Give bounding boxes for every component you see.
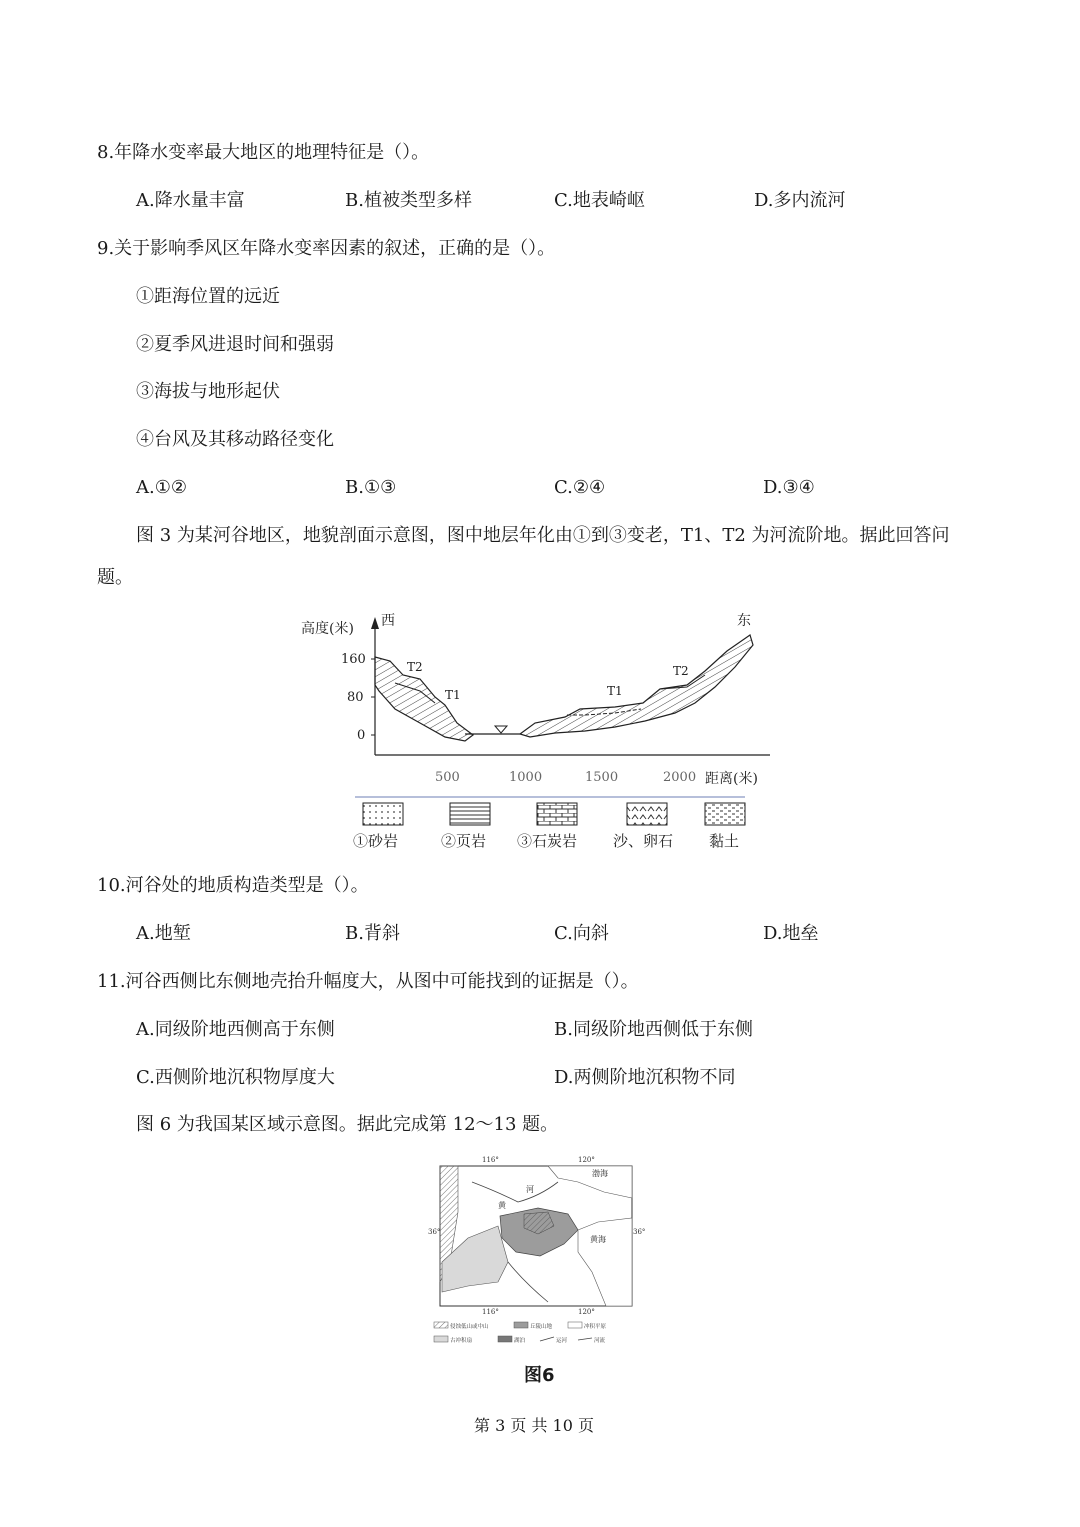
q10-stem: 10.河谷处的地质构造类型是（）。 bbox=[97, 875, 369, 896]
q10-option-d: D.地垒 bbox=[763, 923, 819, 944]
q10-option-b: B.背斜 bbox=[345, 923, 400, 944]
legend-shale-swatch bbox=[450, 803, 490, 825]
map-lon-120-top: 120° bbox=[578, 1156, 595, 1164]
y-tick-80: 80 bbox=[347, 690, 364, 705]
legend-gravel-label: 沙、卵石 bbox=[613, 832, 674, 850]
map-label-he: 河 bbox=[526, 1185, 534, 1194]
q9-option-b: B.①③ bbox=[345, 477, 397, 498]
map-label-yellow-sea: 黄海 bbox=[590, 1235, 606, 1244]
x-tick-500: 500 bbox=[435, 770, 460, 785]
map-legend-label-7: 河流 bbox=[594, 1338, 606, 1344]
y-axis-label: 高度(米) bbox=[301, 621, 354, 637]
q9-option-a: A.①② bbox=[136, 477, 187, 498]
east-slope-strata bbox=[520, 635, 753, 737]
map-legend-swatch-5 bbox=[498, 1336, 512, 1342]
q8-option-d: D.多内流河 bbox=[754, 190, 846, 211]
map-legend-swatch-4 bbox=[434, 1336, 448, 1342]
fig3-intro-line1: 图 3 为某河谷地区，地貌剖面示意图，图中地层年化由①到③变老，T1、T2 为河流阶地。据此回答问 bbox=[136, 525, 950, 546]
map-legend-label-5: 湖泊 bbox=[514, 1338, 526, 1344]
map-legend-swatch-6 bbox=[540, 1337, 554, 1341]
legend-shale-label: ②页岩 bbox=[441, 832, 487, 850]
map-legend-label-6: 运河 bbox=[556, 1338, 568, 1344]
map-legend-label-4: 古冲积扇 bbox=[450, 1338, 473, 1344]
terrace-label-west-t1: T1 bbox=[445, 688, 461, 702]
y-tick-160: 160 bbox=[341, 652, 366, 667]
legend-sandstone-swatch bbox=[363, 803, 403, 825]
x-axis-label: 距离(米) bbox=[705, 771, 758, 787]
y-axis-arrow bbox=[371, 617, 379, 629]
map-legend-label-2: 丘陵山地 bbox=[530, 1324, 553, 1330]
legend-limestone-label: ③石炭岩 bbox=[517, 832, 578, 850]
map-legend-swatch-1 bbox=[434, 1322, 448, 1328]
map-legend-swatch-7 bbox=[578, 1338, 592, 1340]
legend-clay-swatch bbox=[705, 803, 745, 825]
q9-item-1: ①距海位置的远近 bbox=[136, 286, 280, 307]
q11-stem: 11.河谷西侧比东侧地壳抬升幅度大，从图中可能找到的证据是（）。 bbox=[97, 971, 639, 992]
map-legend-swatch-2 bbox=[514, 1322, 528, 1328]
regional-map-figure bbox=[428, 1152, 650, 1348]
map-label-huang: 黄 bbox=[498, 1201, 506, 1210]
q9-item-2: ②夏季风进退时间和强弱 bbox=[136, 334, 334, 355]
q9-stem: 9.关于影响季风区年降水变率因素的叙述，正确的是（）。 bbox=[97, 238, 556, 259]
x-tick-2000: 2000 bbox=[663, 770, 697, 785]
map-lon-116-bottom: 116° bbox=[482, 1308, 499, 1316]
legend-limestone-swatch bbox=[537, 803, 577, 825]
q10-option-c: C.向斜 bbox=[554, 923, 609, 944]
map-lat-36-left: 36° bbox=[428, 1228, 441, 1236]
map-legend-label-1: 侵蚀低山或中山 bbox=[450, 1324, 489, 1330]
q11-option-c: C.西侧阶地沉积物厚度大 bbox=[136, 1067, 335, 1088]
q9-item-4: ④台风及其移动路径变化 bbox=[136, 429, 334, 450]
map-lon-116-top: 116° bbox=[482, 1156, 499, 1164]
q11-option-a: A.同级阶地西侧高于东侧 bbox=[136, 1019, 335, 1040]
west-label: 西 bbox=[381, 613, 395, 629]
legend-sandstone-label: ①砂岩 bbox=[353, 832, 399, 850]
q8-stem: 8.年降水变率最大地区的地理特征是（）。 bbox=[97, 142, 430, 163]
fig6-intro: 图 6 为我国某区域示意图。据此完成第 12～13 题。 bbox=[136, 1114, 559, 1135]
q10-option-a: A.地堑 bbox=[136, 923, 191, 944]
legend-gravel-swatch bbox=[627, 803, 667, 825]
q9-option-c: C.②④ bbox=[554, 477, 606, 498]
y-tick-0: 0 bbox=[357, 728, 366, 743]
q9-option-d: D.③④ bbox=[763, 477, 815, 498]
east-label: 东 bbox=[737, 613, 751, 629]
map-label-bohai: 渤海 bbox=[592, 1169, 608, 1178]
q8-option-b: B.植被类型多样 bbox=[345, 190, 472, 211]
q11-option-b: B.同级阶地西侧低于东侧 bbox=[554, 1019, 753, 1040]
q9-item-3: ③海拔与地形起伏 bbox=[136, 381, 280, 402]
map-lon-120-bottom: 120° bbox=[578, 1308, 595, 1316]
terrace-label-east-t1: T1 bbox=[607, 684, 623, 698]
figure6-caption: 图6 bbox=[524, 1365, 555, 1386]
x-tick-1000: 1000 bbox=[509, 770, 543, 785]
map-lat-36-right: 36° bbox=[633, 1228, 646, 1236]
terrace-label-east-t2: T2 bbox=[673, 664, 689, 678]
x-tick-1500: 1500 bbox=[585, 770, 619, 785]
page-footer: 第 3 页 共 10 页 bbox=[474, 1416, 594, 1435]
terrace-label-west-t2: T2 bbox=[407, 660, 423, 674]
map-legend-label-3: 冲积平原 bbox=[584, 1324, 607, 1330]
water-level-symbol bbox=[495, 726, 507, 733]
valley-profile-figure bbox=[295, 605, 795, 855]
fig3-intro-line2: 题。 bbox=[97, 567, 133, 588]
legend-clay-label: 黏土 bbox=[709, 832, 740, 850]
q8-option-a: A.降水量丰富 bbox=[136, 190, 245, 211]
q11-option-d: D.两侧阶地沉积物不同 bbox=[554, 1067, 736, 1088]
map-legend-swatch-3 bbox=[568, 1322, 582, 1328]
q8-option-c: C.地表崎岖 bbox=[554, 190, 645, 211]
